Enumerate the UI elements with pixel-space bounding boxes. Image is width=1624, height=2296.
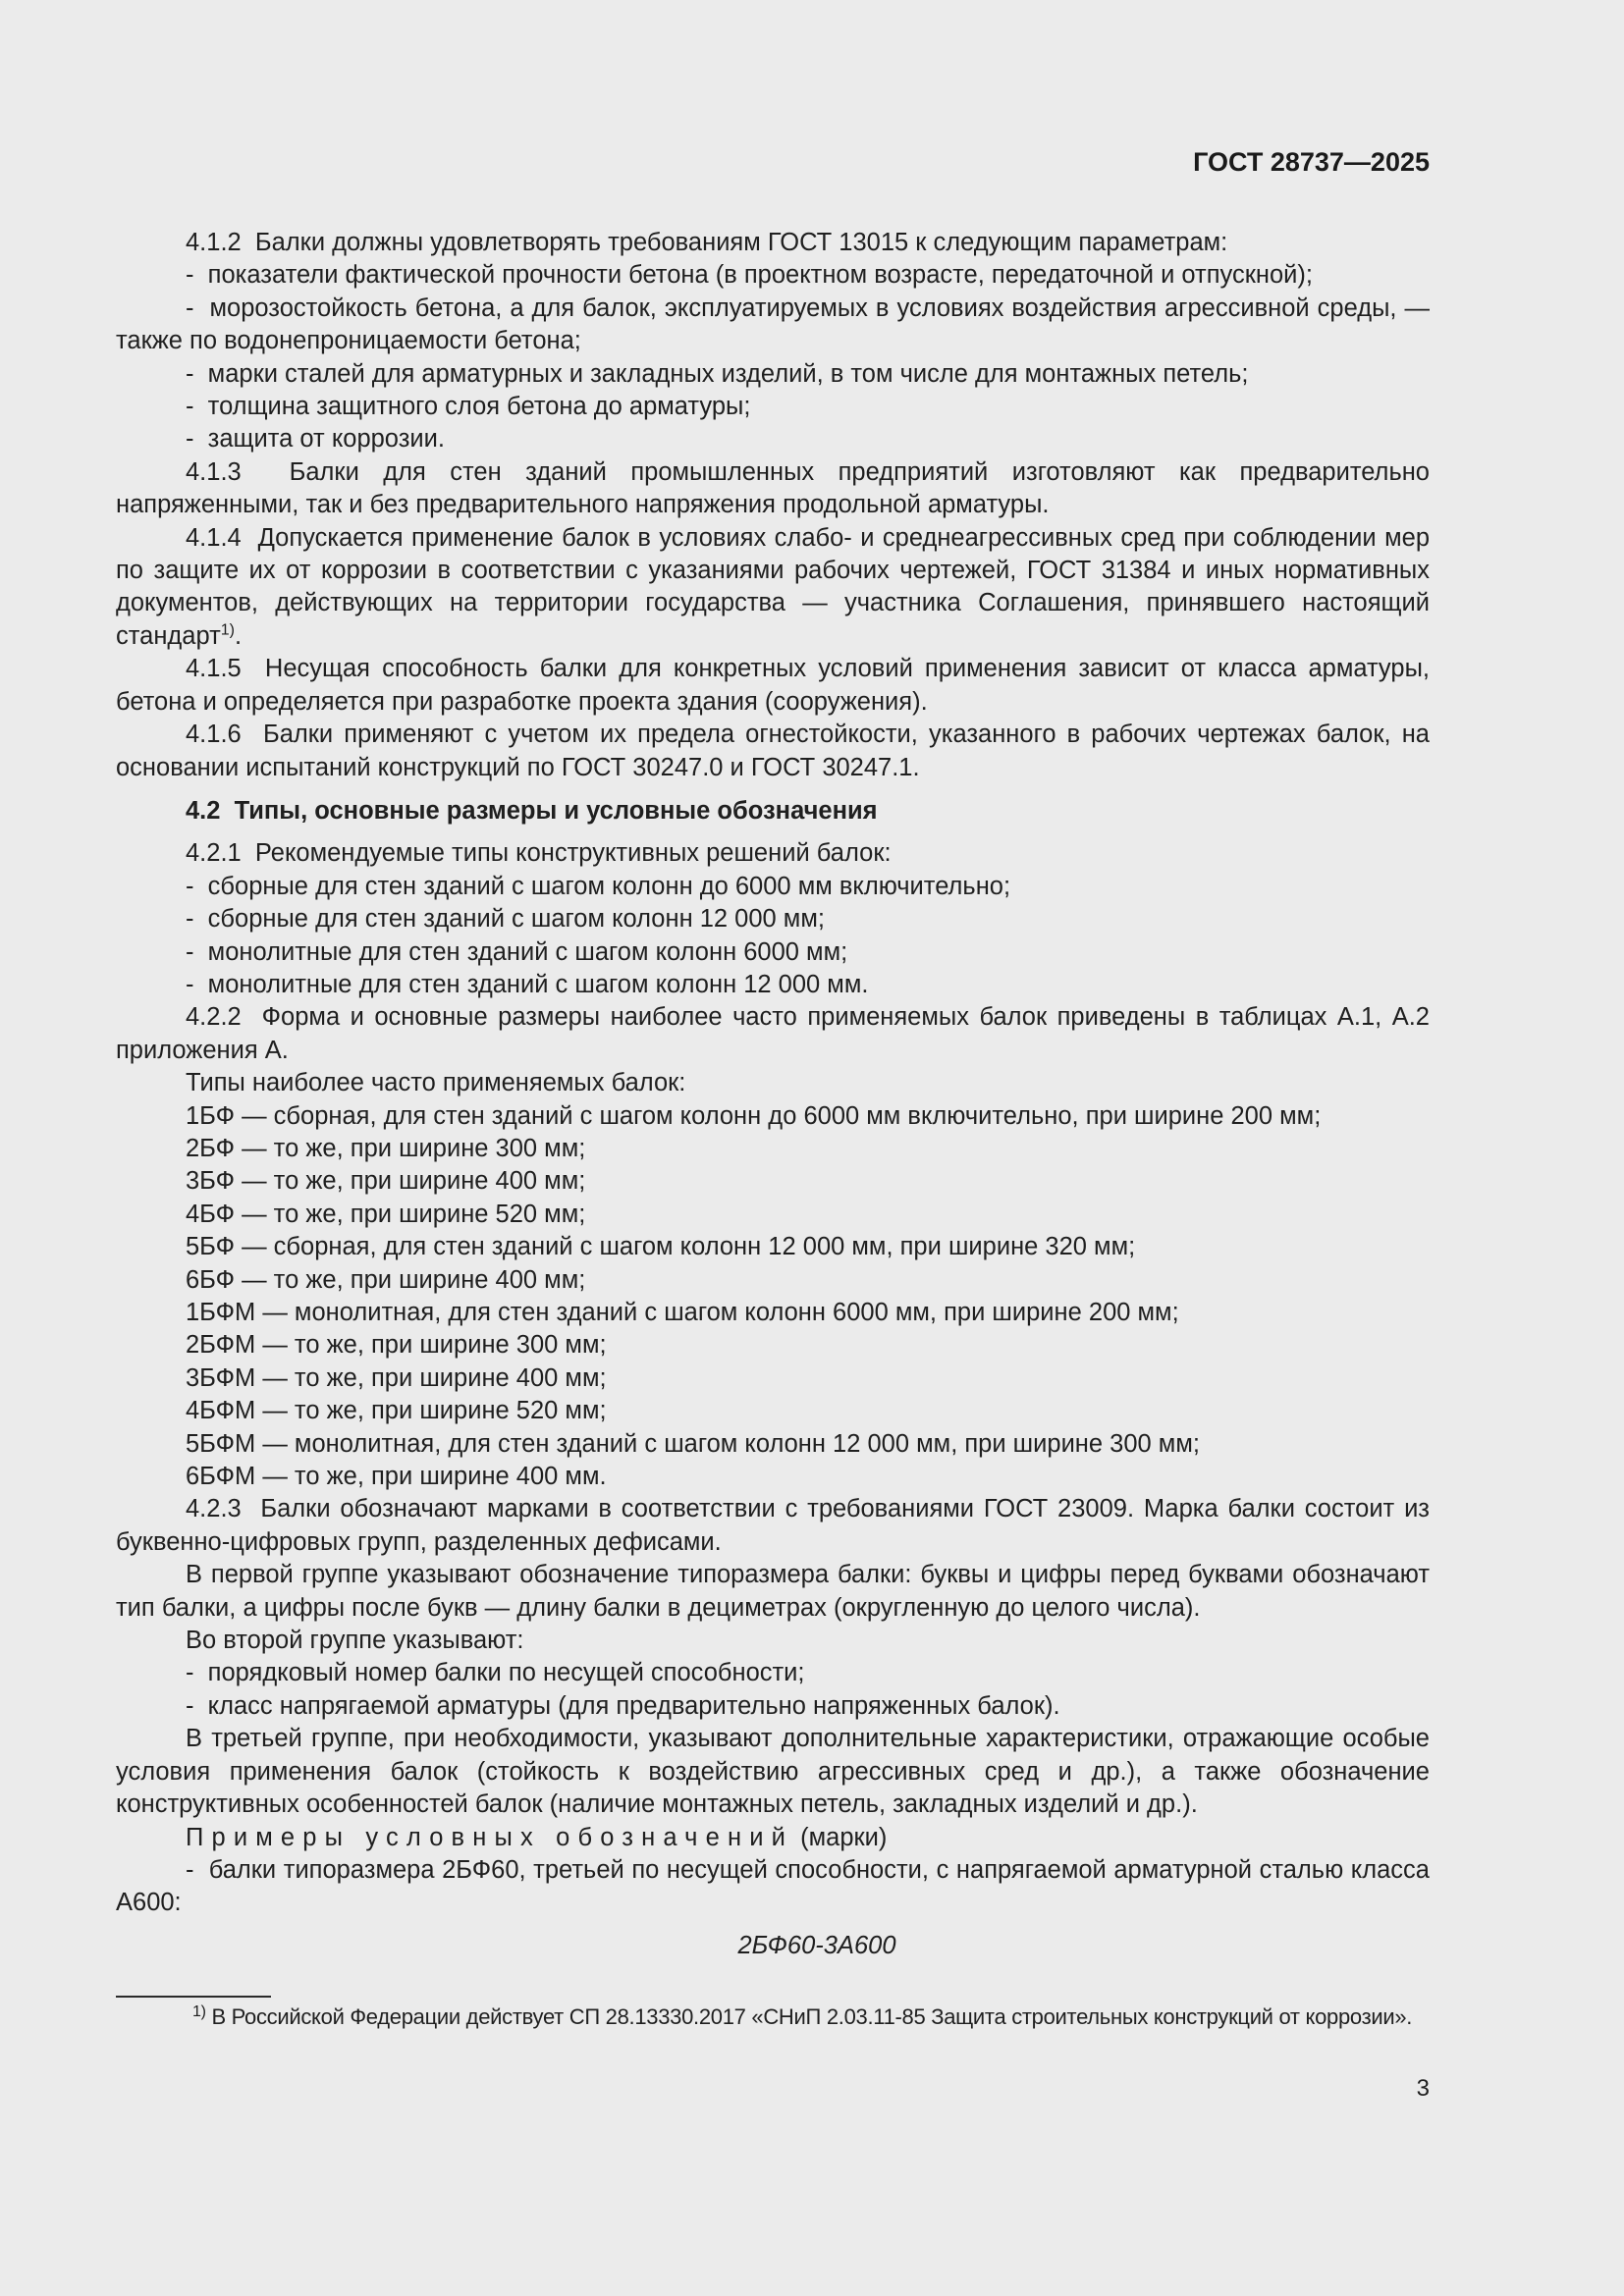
beam-type-item: 3БФМ — то же, при ширине 400 мм; xyxy=(186,1363,607,1392)
list-item: - сборные для стен зданий с шагом колонн до 6000 мм включительно; xyxy=(116,871,1430,903)
beam-type-item: 6БФ — то же, при ширине 400 мм; xyxy=(186,1265,586,1294)
footnote-mark: 1) xyxy=(192,2002,206,2020)
beam-type-item: 4БФ — то же, при ширине 520 мм; xyxy=(186,1200,586,1228)
clause-text: Рекомендуемые типы конструктивных решений балок: xyxy=(254,839,892,868)
clause-text: Балки для стен зданий промышленных предприятий изготовляют как предварительно напряженными, так и без предварительного напряжения продольной арматуры. xyxy=(116,457,1430,519)
clause-text: Балки обозначают марками в соответствии с требованиями ГОСТ 23009. Марка балки состоит из буквенно-цифровых групп, разделенных дефисами. xyxy=(116,1495,1431,1556)
beam-type-item: 6БФМ — то же, при ширине 400 мм. xyxy=(186,1463,607,1491)
list-item: - марки сталей для арматурных и закладных изделий, в том числе для монтажных петель; xyxy=(116,358,1430,391)
list-item: - монолитные для стен зданий с шагом колонн 6000 мм; xyxy=(116,936,1430,969)
examples-heading xyxy=(116,1822,1430,1854)
section-title: Типы, основные размеры и условные обозначения xyxy=(234,796,878,825)
types-intro: Типы наиболее часто применяемых балок: xyxy=(186,1069,686,1097)
beam-type-item: 5БФМ — монолитная, для стен зданий с шагом колонн 12 000 мм, при ширине 300 мм; xyxy=(186,1429,1200,1458)
section-heading-4-2 xyxy=(116,795,1430,828)
second-group-list xyxy=(116,1657,1430,1723)
clause-4-2-2 xyxy=(116,1001,1430,1067)
beam-type-item: 4БФМ — то же, при ширине 520 мм; xyxy=(186,1397,607,1425)
clause-text: Балки должны удовлетворять требованиям ГОСТ 13015 к следующим параметрам: xyxy=(254,229,1228,256)
clause-number: 4.2.2 xyxy=(186,1003,242,1032)
footnote-reference[interactable]: 1) xyxy=(220,621,236,639)
beam-type-item: 1БФМ — монолитная, для стен зданий с шагом колонн 6000 мм, при ширине 200 мм; xyxy=(186,1299,1179,1326)
clause-number: 4.1.5 xyxy=(186,655,242,683)
clause-text: Допускается применение балок в условиях слабо- и среднеагрессивных сред при соблюдении мер по защите их от коррозии в соответствии с указаниями рабочих чертежей, ГОСТ 31384 и иных нормативных документов, действующих на территории государства — участника Соглашения, принявшего настоящий стандарт xyxy=(116,523,1431,650)
clause-end: . xyxy=(235,621,243,650)
clause-number: 4.2.1 xyxy=(186,839,242,868)
list-4-2-1 xyxy=(116,871,1430,1002)
clause-text: Форма и основные размеры наиболее часто применяемых балок приведены в таблицах А.1, А.2 приложения А. xyxy=(116,1003,1430,1064)
clause-4-1-4 xyxy=(116,522,1430,654)
clause-number: 4.1.4 xyxy=(186,523,242,552)
list-4-1-2 xyxy=(116,259,1430,455)
beam-type-item: 1БФ — сборная, для стен зданий с шагом колонн до 6000 мм включительно, при ширине 200 мм; xyxy=(186,1101,1322,1130)
list-item: - порядковый номер балки по несущей способности; xyxy=(116,1657,1430,1689)
clause-4-1-6 xyxy=(116,719,1430,784)
clause-4-2-1 xyxy=(116,837,1430,870)
beam-type-item: 3БФ — то же, при ширине 400 мм; xyxy=(186,1167,586,1196)
example-item: - балки типоразмера 2БФ60, третьей по несущей способности, с напрягаемой арматурной сталью класса А600: xyxy=(116,1854,1430,1920)
standard-header: ГОСТ 28737—2025 xyxy=(1193,147,1430,177)
list-item: - морозостойкость бетона, а для балок, эксплуатируемых в условиях воздействия агрессивной среды, — также по водонепроницаемости бетона; xyxy=(116,293,1430,358)
clause-4-1-3 xyxy=(116,456,1430,522)
clause-number: 4.1.3 xyxy=(186,457,242,486)
beam-types-list xyxy=(116,1100,1430,1494)
clause-number: 4.1.6 xyxy=(186,721,242,749)
clause-4-1-2 xyxy=(116,227,1430,259)
section-number: 4.2 xyxy=(186,796,221,825)
beam-type-item: 5БФ — сборная, для стен зданий с шагом колонн 12 000 мм, при ширине 320 мм; xyxy=(186,1233,1136,1261)
third-group-paragraph: В третьей группе, при необходимости, указывают дополнительные характеристики, отражающие особые условия применения балок (стойкость к воздействию агрессивных сред и др.), а также обозначение конструктивных особенностей балок (наличие монтажных петель, закладных изделий и др.). xyxy=(116,1725,1430,1819)
footnote-separator xyxy=(116,1996,271,1998)
clause-4-2-3 xyxy=(116,1493,1430,1559)
footnote xyxy=(116,2002,1430,2032)
page-number: 3 xyxy=(1416,2075,1430,2102)
beam-type-item: 2БФМ — то же, при ширине 300 мм; xyxy=(186,1331,607,1360)
beam-type-item: 2БФ — то же, при ширине 300 мм; xyxy=(186,1134,586,1162)
clause-4-1-5 xyxy=(116,653,1430,719)
list-item: - монолитные для стен зданий с шагом колонн 12 000 мм. xyxy=(116,969,1430,1001)
clause-text: Несущая способность балки для конкретных условий применения зависит от класса арматуры, бетона и определяется при разработке проекта здания (сооружения). xyxy=(116,655,1430,716)
list-item: - класс напрягаемой арматуры (для предварительно напряженных балок). xyxy=(116,1690,1430,1723)
example-mark: 2БФ60-3А600 xyxy=(737,1931,896,1959)
list-item: - сборные для стен зданий с шагом колонн 12 000 мм; xyxy=(116,903,1430,935)
clause-number: 4.1.2 xyxy=(186,229,242,256)
clause-number: 4.2.3 xyxy=(186,1495,242,1523)
list-item: - защита от коррозии. xyxy=(116,423,1430,455)
main-content xyxy=(116,227,1430,1962)
list-item: - показатели фактической прочности бетона (в проектном возрасте, передаточной и отпускной); xyxy=(116,259,1430,292)
examples-suffix: (марки) xyxy=(800,1823,888,1851)
list-item: - толщина защитного слоя бетона до арматуры; xyxy=(116,391,1430,423)
clause-text: Балки применяют с учетом их предела огнестойкости, указанного в рабочих чертежах балок, на основании испытаний конструкций по ГОСТ 30247.0 и ГОСТ 30247.1. xyxy=(116,721,1430,781)
examples-label: Примеры условных обозначений xyxy=(186,1823,794,1851)
first-group-paragraph: В первой группе указывают обозначение типоразмера балки: буквы и цифры перед буквами обозначают тип балки, а цифры после букв — длину балки в дециметрах (округленную до целого числа). xyxy=(116,1561,1430,1622)
footnote-text: В Российской Федерации действует СП 28.13330.2017 «СНиП 2.03.11-85 Защита строительных конструкций от коррозии». xyxy=(211,2004,1413,2029)
second-group-intro: Во второй группе указывают: xyxy=(186,1627,524,1655)
